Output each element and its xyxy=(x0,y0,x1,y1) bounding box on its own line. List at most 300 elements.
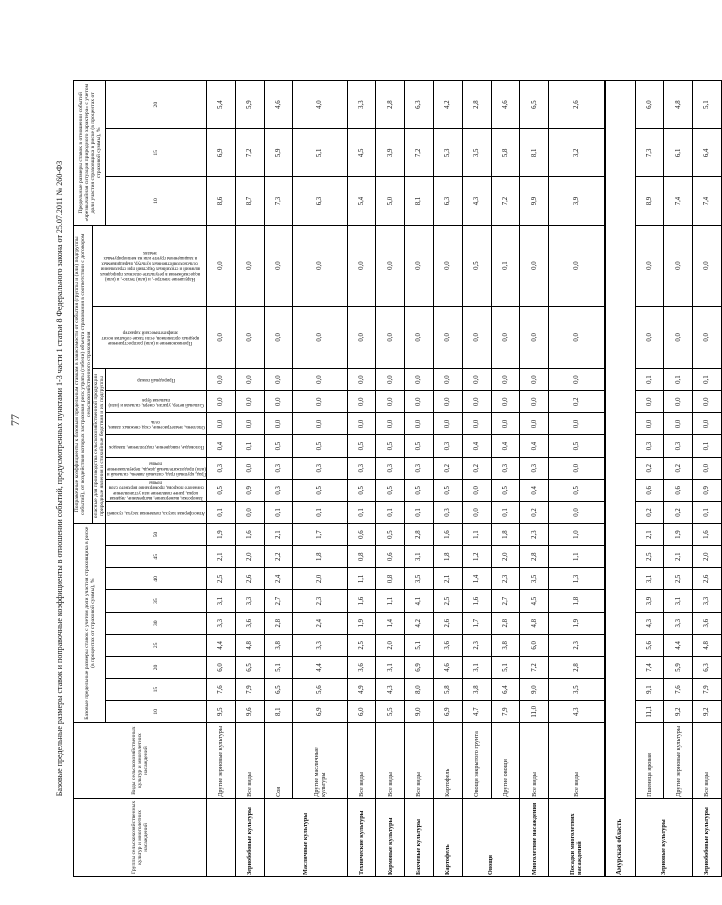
limit-cell: 6,5 xyxy=(520,81,549,129)
rate-cell: 1,6 xyxy=(462,590,491,612)
coef-cell: 0,2 xyxy=(433,457,462,479)
group-cell: Овощи xyxy=(462,798,520,876)
table-row xyxy=(376,81,405,877)
coef-cell: 0,5 xyxy=(405,435,434,457)
rate-cell: 2,0 xyxy=(693,546,722,568)
table-row xyxy=(433,81,462,877)
rate-cell: 6,5 xyxy=(235,656,264,678)
coef-cell: 0,4 xyxy=(520,435,549,457)
epiphytotic-cell: 0,0 xyxy=(491,306,520,369)
rate-cell: 2,3 xyxy=(549,634,605,656)
rate-cell: 3,9 xyxy=(635,590,664,612)
limit-cell: 5,0 xyxy=(376,177,405,225)
rate-cell: 4,4 xyxy=(664,634,693,656)
rate-cell: 4,1 xyxy=(405,590,434,612)
coef-cell: 0,5 xyxy=(293,479,347,501)
rate-cell: 1,8 xyxy=(433,546,462,568)
power-cell: 0,0 xyxy=(520,225,549,306)
rate-cell: 9,0 xyxy=(405,701,434,723)
rate-cell: 6,9 xyxy=(433,701,462,723)
rate-cell: 3,3 xyxy=(235,590,264,612)
coef-cell: 0,0 xyxy=(293,391,347,413)
header-rate-35: 35 xyxy=(106,590,207,612)
limit-cell: 4,8 xyxy=(664,81,693,129)
rate-cell: 4,3 xyxy=(376,679,405,701)
epiphytotic-cell: 0,0 xyxy=(549,306,605,369)
rate-cell: 9,6 xyxy=(235,701,264,723)
coef-cell: 0,3 xyxy=(635,435,664,457)
coef-cell: 0,3 xyxy=(664,435,693,457)
coef-cell: 0,0 xyxy=(462,369,491,391)
rate-cell: 3,3 xyxy=(664,612,693,634)
coef-cell: 0,2 xyxy=(462,457,491,479)
limit-cell: 4,2 xyxy=(433,81,462,129)
coef-cell: 0,0 xyxy=(347,413,376,435)
rate-cell: 2,4 xyxy=(293,612,347,634)
limit-cell: 2,6 xyxy=(549,81,605,129)
coef-cell: 0,0 xyxy=(491,369,520,391)
coef-cell: 0,5 xyxy=(376,435,405,457)
coef-cell: 0,0 xyxy=(433,413,462,435)
kind-cell: Картофель xyxy=(433,723,462,799)
rate-cell: 2,4 xyxy=(264,568,293,590)
coef-cell: 0,3 xyxy=(491,457,520,479)
limit-cell: 4,6 xyxy=(491,81,520,129)
rate-cell: 2,6 xyxy=(433,612,462,634)
kind-cell: Овощи закрытого грунта xyxy=(462,723,491,799)
rate-cell: 5,6 xyxy=(635,634,664,656)
header-coef-1: Атмосферная засуха, почвенная засуха, суховей xyxy=(106,501,207,523)
rate-cell: 3,6 xyxy=(235,612,264,634)
coef-cell: 0,2 xyxy=(635,501,664,523)
header-epiphytotic: Проникновение и (или) распространение вредных организмов, если такие события носят эпифитотический характер xyxy=(93,306,207,369)
coef-cell: 0,0 xyxy=(462,391,491,413)
rate-cell: 9,1 xyxy=(635,679,664,701)
coef-cell: 0,4 xyxy=(491,435,520,457)
rate-cell: 2,8 xyxy=(491,612,520,634)
limit-cell: 7,2 xyxy=(235,129,264,177)
header-power-failure: Нарушение электро-, и (или) тепло-, и (или) водоснабжения в результате опасных природных явлений и стихийных бедствий при страховании сельскохозяйственных культур, выращиваемых в защищенном грунте или на мелиорируемых землях xyxy=(93,225,207,306)
limit-cell: 7,3 xyxy=(635,129,664,177)
limit-cell: 3,2 xyxy=(549,129,605,177)
rate-cell: 9,2 xyxy=(664,701,693,723)
rate-cell: 3,1 xyxy=(405,546,434,568)
limit-cell: 3,3 xyxy=(347,81,376,129)
coef-cell: 0,1 xyxy=(293,501,347,523)
header-row-1 xyxy=(74,81,93,877)
coef-cell: 0,9 xyxy=(235,479,264,501)
coef-cell: 0,4 xyxy=(462,435,491,457)
power-cell: 0,5 xyxy=(462,225,491,306)
epiphytotic-cell: 0,0 xyxy=(235,306,264,369)
rate-cell: 1,6 xyxy=(347,590,376,612)
rate-cell: 2,6 xyxy=(235,568,264,590)
rate-cell: 3,1 xyxy=(635,568,664,590)
coef-cell: 0,0 xyxy=(491,391,520,413)
rate-cell: 2,8 xyxy=(405,524,434,546)
rate-cell: 2,3 xyxy=(293,590,347,612)
header-base-rates: Базовые предельные размеры ставок с учетом доли участия страховщика в риске (в процентах от страховой суммы), % xyxy=(74,524,106,723)
rate-cell: 2,7 xyxy=(264,590,293,612)
power-cell: 0,0 xyxy=(635,225,664,306)
coef-cell: 0,0 xyxy=(664,413,693,435)
rate-cell: 2,6 xyxy=(693,568,722,590)
limit-cell: 3,5 xyxy=(462,129,491,177)
table-row xyxy=(549,81,605,877)
coef-cell: 0,1 xyxy=(693,501,722,523)
kind-cell: Все виды xyxy=(693,723,722,799)
rate-cell: 3,3 xyxy=(693,590,722,612)
rate-cell: 3,8 xyxy=(491,634,520,656)
kind-cell: Другие зерновые культуры xyxy=(664,723,693,799)
rate-cell: 1,8 xyxy=(293,546,347,568)
rate-cell: 3,6 xyxy=(433,634,462,656)
power-cell: 0,0 xyxy=(264,225,293,306)
coef-cell: 0,0 xyxy=(549,501,605,523)
rate-cell: 3,3 xyxy=(293,634,347,656)
rotated-page-content xyxy=(53,80,711,877)
header-limit-20: 20 xyxy=(106,81,207,129)
coef-cell: 0,1 xyxy=(264,501,293,523)
kind-cell: Все виды xyxy=(549,723,605,799)
coef-cell: 0,3 xyxy=(264,479,293,501)
header-rate-40: 40 xyxy=(106,568,207,590)
coef-cell: 0,0 xyxy=(376,369,405,391)
limit-cell: 4,0 xyxy=(293,81,347,129)
rate-cell: 5,6 xyxy=(293,679,347,701)
coef-cell: 0,3 xyxy=(293,457,347,479)
group-cell: Кормовые культуры xyxy=(376,798,405,876)
limit-cell: 8,7 xyxy=(235,177,264,225)
coef-cell: 0,1 xyxy=(405,501,434,523)
rate-cell: 0,5 xyxy=(376,524,405,546)
rate-cell: 1,4 xyxy=(462,568,491,590)
rate-cell: 1,9 xyxy=(207,524,236,546)
group-cell: Многолетние насаждения xyxy=(520,798,549,876)
coef-cell: 0,6 xyxy=(635,479,664,501)
rate-cell: 2,8 xyxy=(549,656,605,678)
rates-table xyxy=(73,80,722,877)
rate-cell: 2,1 xyxy=(264,524,293,546)
coef-cell: 0,0 xyxy=(347,391,376,413)
header-rate-20: 20 xyxy=(106,656,207,678)
coef-cell: 0,0 xyxy=(693,413,722,435)
rate-cell: 1,3 xyxy=(549,568,605,590)
table-row xyxy=(462,81,491,877)
coef-cell: 0,3 xyxy=(405,457,434,479)
header-rate-15: 15 xyxy=(106,679,207,701)
power-cell: 0,0 xyxy=(405,225,434,306)
coef-cell: 0,0 xyxy=(235,413,264,435)
group-cell: Картофель xyxy=(433,798,462,876)
power-cell: 0,0 xyxy=(549,225,605,306)
epiphytotic-cell: 0,0 xyxy=(376,306,405,369)
coef-cell: 0,1 xyxy=(376,501,405,523)
rate-cell: 1,1 xyxy=(376,590,405,612)
limit-cell: 5,9 xyxy=(235,81,264,129)
header-limit-15: 15 xyxy=(106,129,207,177)
table-row xyxy=(293,81,347,877)
coef-cell: 0,3 xyxy=(264,457,293,479)
coef-cell: 0,9 xyxy=(693,479,722,501)
rate-cell: 3,5 xyxy=(549,679,605,701)
limit-cell: 7,4 xyxy=(693,177,722,225)
coef-cell: 0,0 xyxy=(664,391,693,413)
table-row xyxy=(491,81,520,877)
rate-cell: 1,9 xyxy=(664,524,693,546)
rate-cell: 2,1 xyxy=(207,546,236,568)
header-coef-2: Заморозки, вымерзание, выпревание, ледяная корка, ранее появление или установление снежного покрова, промерзание верхнего слоя почвы xyxy=(106,479,207,501)
table-row xyxy=(664,81,693,877)
epiphytotic-cell: 0,0 xyxy=(462,306,491,369)
rate-cell: 3,1 xyxy=(664,590,693,612)
rate-cell: 0,8 xyxy=(347,546,376,568)
limit-cell: 5,9 xyxy=(264,129,293,177)
limit-cell: 5,4 xyxy=(207,81,236,129)
header-coef-7: Природный пожар xyxy=(106,369,207,391)
rate-cell: 9,0 xyxy=(520,679,549,701)
rate-cell: 5,1 xyxy=(491,656,520,678)
power-cell: 0,0 xyxy=(207,225,236,306)
coef-cell: 0,0 xyxy=(433,369,462,391)
rate-cell: 4,6 xyxy=(433,656,462,678)
rate-cell: 1,6 xyxy=(693,524,722,546)
coef-cell: 0,0 xyxy=(693,391,722,413)
epiphytotic-cell: 0,0 xyxy=(207,306,236,369)
kind-cell: Все виды xyxy=(520,723,549,799)
coef-cell: 0,2 xyxy=(635,457,664,479)
limit-cell: 3,9 xyxy=(376,129,405,177)
kind-cell: Все виды xyxy=(347,723,376,799)
epiphytotic-cell: 0,0 xyxy=(347,306,376,369)
coef-cell: 0,0 xyxy=(520,369,549,391)
header-rate-50: 50 xyxy=(106,524,207,546)
rate-cell: 1,8 xyxy=(549,590,605,612)
coef-cell: 0,2 xyxy=(664,457,693,479)
coef-cell: 0,1 xyxy=(635,369,664,391)
coef-cell: 0,1 xyxy=(235,435,264,457)
header-coef-6: Сильный ветер, ураган, смерч, сильная и (или) пыльная буря xyxy=(106,391,207,413)
rate-cell: 1,9 xyxy=(549,612,605,634)
coef-cell: 0,1 xyxy=(491,501,520,523)
epiphytotic-cell: 0,0 xyxy=(293,306,347,369)
rate-cell: 9,2 xyxy=(693,701,722,723)
limit-cell: 2,8 xyxy=(376,81,405,129)
table-row xyxy=(520,81,549,877)
coef-cell: 0,1 xyxy=(347,501,376,523)
coef-cell: 0,0 xyxy=(405,369,434,391)
rate-cell: 5,9 xyxy=(664,656,693,678)
rate-cell: 4,5 xyxy=(520,590,549,612)
rate-cell: 5,1 xyxy=(405,634,434,656)
coef-cell: 0,0 xyxy=(376,413,405,435)
limit-cell: 7,3 xyxy=(264,177,293,225)
limit-cell: 5,4 xyxy=(347,177,376,225)
coef-cell: 0,0 xyxy=(549,413,605,435)
limit-cell: 6,3 xyxy=(433,177,462,225)
rate-cell: 2,0 xyxy=(491,546,520,568)
power-cell: 0,0 xyxy=(293,225,347,306)
power-cell: 0,1 xyxy=(491,225,520,306)
limit-cell: 5,1 xyxy=(693,81,722,129)
rate-cell: 3,8 xyxy=(264,634,293,656)
coef-cell: 0,0 xyxy=(491,413,520,435)
header-kind: Виды сельскохозяйственных культур и многолетних насаждений xyxy=(74,723,207,799)
table-row xyxy=(693,81,722,877)
group-cell: Зернобобовые культуры xyxy=(235,798,264,876)
coef-cell: 0,0 xyxy=(520,391,549,413)
kind-cell: Другие зерновые культуры xyxy=(207,723,236,799)
coef-cell: 0,0 xyxy=(405,413,434,435)
region-row xyxy=(605,81,636,877)
table-row xyxy=(264,81,293,877)
header-rate-25: 25 xyxy=(106,634,207,656)
limit-cell: 5,8 xyxy=(491,129,520,177)
group-cell xyxy=(207,798,236,876)
header-rate-10: 10 xyxy=(106,701,207,723)
coef-cell: 0,5 xyxy=(549,435,605,457)
rate-cell: 1,7 xyxy=(462,612,491,634)
rate-cell: 6,0 xyxy=(207,656,236,678)
rate-cell: 1,6 xyxy=(235,524,264,546)
table-row xyxy=(235,81,264,877)
region-name: Амурская область xyxy=(605,81,636,877)
rate-cell: 4,2 xyxy=(405,612,434,634)
rate-cell: 7,4 xyxy=(635,656,664,678)
header-coef-3: Град, крупный град, сильный ливень, сильный и (или) продолжительный дождь, переувлажнение почвы xyxy=(106,457,207,479)
rate-cell: 1,1 xyxy=(549,546,605,568)
coef-cell: 0,5 xyxy=(376,479,405,501)
rate-cell: 4,9 xyxy=(347,679,376,701)
coef-cell: 0,0 xyxy=(235,369,264,391)
coef-cell: 0,5 xyxy=(549,479,605,501)
group-cell: Бахчевые культуры xyxy=(405,798,434,876)
limit-cell: 8,6 xyxy=(207,177,236,225)
rate-cell: 9,5 xyxy=(207,701,236,723)
limit-cell: 8,9 xyxy=(635,177,664,225)
coef-cell: 0,4 xyxy=(207,435,236,457)
rate-cell: 2,3 xyxy=(491,568,520,590)
coef-cell: 0,5 xyxy=(347,479,376,501)
coef-cell: 0,3 xyxy=(347,457,376,479)
rate-cell: 3,3 xyxy=(207,612,236,634)
coef-cell: 0,0 xyxy=(405,391,434,413)
rate-cell: 11,0 xyxy=(520,701,549,723)
coef-cell: 0,3 xyxy=(207,457,236,479)
power-cell: 0,0 xyxy=(433,225,462,306)
rate-cell: 2,1 xyxy=(433,568,462,590)
coef-cell: 0,1 xyxy=(207,501,236,523)
group-cell: Посадки многолетних насаждений xyxy=(549,798,605,876)
coef-cell: 0,4 xyxy=(520,479,549,501)
limit-cell: 7,2 xyxy=(491,177,520,225)
rate-cell: 2,5 xyxy=(347,634,376,656)
rate-cell: 4,4 xyxy=(207,634,236,656)
limit-cell: 3,9 xyxy=(549,177,605,225)
limit-cell: 6,4 xyxy=(693,129,722,177)
rate-cell: 2,5 xyxy=(207,568,236,590)
epiphytotic-cell: 0,0 xyxy=(264,306,293,369)
rate-cell: 8,0 xyxy=(405,679,434,701)
rate-cell: 4,3 xyxy=(549,701,605,723)
rate-cell: 4,4 xyxy=(293,656,347,678)
rate-cell: 3,1 xyxy=(376,656,405,678)
header-limits: Предельные размеры ставок в отношении событий «чрезвычайная ситуация природного характера» с учетом доли участия страховщика в риске (в процентах от страховой суммы), % xyxy=(74,81,106,226)
header-coef-group: Поправочные коэффициенты к базовым предельным ставкам в зависимости от события (группы и (или) подгруппы событий), от воздействия которых застрахован риск утраты (гибели) объекта страхования в соответствии с договором сельскохозяйственного страхования xyxy=(74,225,93,523)
rate-cell: 6,5 xyxy=(264,679,293,701)
rate-cell: 2,0 xyxy=(293,568,347,590)
kind-cell: Другие овощи xyxy=(491,723,520,799)
coef-cell: 0,3 xyxy=(376,457,405,479)
epiphytotic-cell: 0,0 xyxy=(693,306,722,369)
rate-cell: 1,1 xyxy=(347,568,376,590)
rate-cell: 6,9 xyxy=(405,656,434,678)
rate-cell: 7,6 xyxy=(207,679,236,701)
epiphytotic-cell: 0,0 xyxy=(405,306,434,369)
coef-cell: 0,2 xyxy=(520,501,549,523)
coef-cell: 0,0 xyxy=(376,391,405,413)
coef-cell: 0,0 xyxy=(462,479,491,501)
rate-cell: 6,3 xyxy=(693,656,722,678)
epiphytotic-cell: 0,0 xyxy=(520,306,549,369)
rate-cell: 2,3 xyxy=(462,634,491,656)
limit-cell: 6,3 xyxy=(293,177,347,225)
rate-cell: 0,6 xyxy=(347,524,376,546)
rate-cell: 6,4 xyxy=(491,679,520,701)
rate-cell: 7,9 xyxy=(235,679,264,701)
coef-cell: 0,0 xyxy=(235,457,264,479)
rate-cell: 2,1 xyxy=(635,524,664,546)
limit-cell: 4,5 xyxy=(347,129,376,177)
rate-cell: 3,8 xyxy=(462,679,491,701)
limit-cell: 8,1 xyxy=(405,177,434,225)
rate-cell: 3,6 xyxy=(347,656,376,678)
coef-cell: 0,1 xyxy=(693,369,722,391)
limit-cell: 9,9 xyxy=(520,177,549,225)
header-coef-4: Половодье, наводнение, подтопление, паводок xyxy=(106,435,207,457)
rate-cell: 5,1 xyxy=(264,656,293,678)
rate-cell: 4,8 xyxy=(235,634,264,656)
header-limit-10: 10 xyxy=(106,177,207,225)
header-natural-subgroup: опасные для производства сельскохозяйственной продукции природные явления и стихийные бедствия и их подгруппы xyxy=(93,369,106,524)
rate-cell: 1,0 xyxy=(549,524,605,546)
rate-cell: 5,5 xyxy=(376,701,405,723)
rate-cell: 1,6 xyxy=(433,524,462,546)
rate-cell: 2,1 xyxy=(664,546,693,568)
coef-cell: 0,0 xyxy=(207,413,236,435)
kind-cell: Пшеница яровая xyxy=(635,723,664,799)
rate-cell: 8,1 xyxy=(264,701,293,723)
rate-cell: 7,2 xyxy=(520,656,549,678)
rate-cell: 1,7 xyxy=(293,524,347,546)
rate-cell: 1,9 xyxy=(347,612,376,634)
rate-cell: 1,4 xyxy=(376,612,405,634)
coef-cell: 0,5 xyxy=(264,435,293,457)
rate-cell: 4,3 xyxy=(635,612,664,634)
rate-cell: 4,8 xyxy=(693,634,722,656)
coef-cell: 0,2 xyxy=(549,391,605,413)
coef-cell: 0,1 xyxy=(693,435,722,457)
coef-cell: 0,0 xyxy=(433,391,462,413)
rate-cell: 1,8 xyxy=(491,524,520,546)
rate-cell: 0,8 xyxy=(376,568,405,590)
coef-cell: 0,0 xyxy=(635,391,664,413)
coef-cell: 0,3 xyxy=(520,457,549,479)
rate-cell: 2,3 xyxy=(520,524,549,546)
coef-cell: 0,0 xyxy=(264,413,293,435)
group-cell: Зерновые культуры xyxy=(635,798,693,876)
header-rate-45: 45 xyxy=(106,546,207,568)
